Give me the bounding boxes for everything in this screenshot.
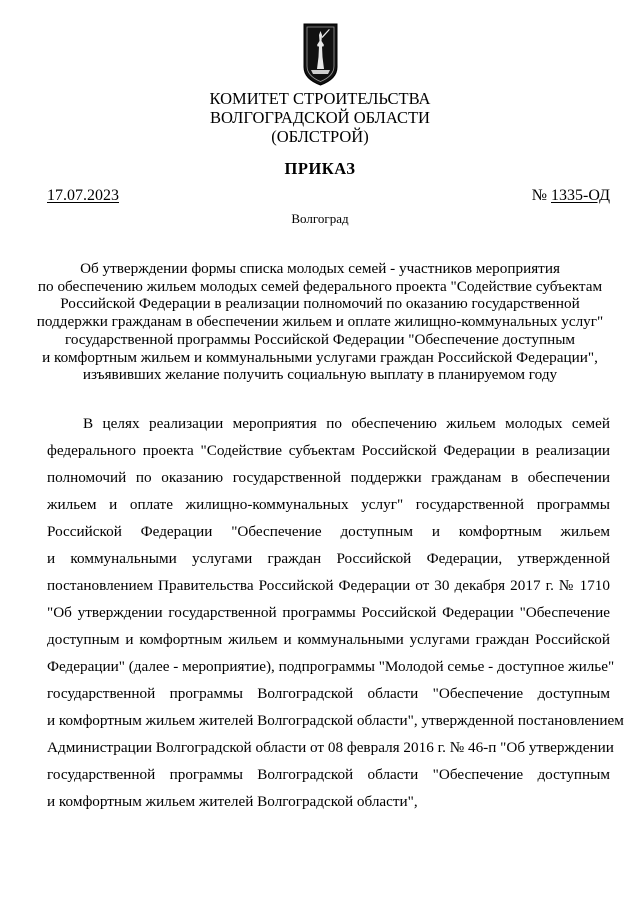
org-line: ВОЛГОГРАДСКОЙ ОБЛАСТИ	[210, 108, 430, 127]
subject-line: изъявивших желание получить социальную выплату в планируемом году	[82, 366, 558, 384]
subject-line: Российской Федерации в реализации полномочий по оказанию государственной	[60, 295, 580, 313]
document-number	[532, 187, 610, 205]
body-line: и комфортным жильем жителей Волгоградской области",	[47, 793, 418, 810]
number-value: 1335-ОД	[551, 187, 610, 204]
body-line: жильем и оплате жилищно-коммунальных услуг" государственной программы	[47, 496, 610, 513]
body-line: полномочий по оказанию государственной поддержки гражданам в обеспечении	[47, 469, 610, 486]
body-line: постановлением Правительства Российской Федерации от 30 декабря 2017 г. № 1710	[47, 577, 610, 594]
number-sign: №	[531, 187, 547, 204]
body-line: доступным и комфортным жильем и коммунальными услугами граждан Российской	[47, 631, 610, 648]
organization-name	[0, 89, 640, 146]
subject-line: по обеспечению жильем молодых семей федерального проекта "Содействие субъектам	[37, 277, 603, 295]
subject-line: поддержки гражданам в обеспечении жильем и оплате жилищно-коммунальных услуг"	[36, 313, 604, 331]
body-line: "Об утверждении государственной программы Российской Федерации "Обеспечение	[47, 604, 610, 621]
city-name: Волгоград	[291, 211, 349, 226]
body-paragraph	[47, 410, 624, 815]
body-line: государственной программы Волгоградской области "Обеспечение доступным	[47, 685, 610, 702]
org-line: КОМИТЕТ СТРОИТЕЛЬСТВА	[209, 89, 431, 108]
body-line: Федерации" (далее - мероприятие), подпрограммы "Молодой семье - доступное жилье"	[47, 658, 615, 675]
body-line: Российской Федерации "Обеспечение доступным и комфортным жильем	[47, 523, 610, 540]
body-line: Администрации Волгоградской области от 08 февраля 2016 г. № 46-п "Об утверждении	[47, 739, 614, 756]
body-line: и коммунальными услугами граждан Российской Федерации, утвержденной	[47, 550, 610, 567]
coat-of-arms-emblem	[303, 23, 338, 86]
subject-line: Об утверждении формы списка молодых семей - участников мероприятия	[80, 260, 560, 277]
document-type: ПРИКАЗ	[284, 159, 356, 178]
body-line: В целях реализации мероприятия по обеспечению жильем молодых семей	[83, 415, 610, 432]
org-line: (ОБЛСТРОЙ)	[271, 127, 369, 146]
subject-line: государственной программы Российской Федерации "Обеспечение доступным	[64, 330, 576, 348]
document-subject	[0, 260, 640, 384]
body-line: и комфортным жильем жителей Волгоградской области", утвержденной постановлением	[47, 712, 624, 729]
document-date: 17.07.2023	[47, 187, 119, 204]
subject-line: и комфортным жильем и коммунальными услугами граждан Российской Федерации",	[42, 348, 598, 366]
body-line: федерального проекта "Содействие субъектам Российской Федерации в реализации	[47, 442, 610, 459]
body-line: государственной программы Волгоградской области "Обеспечение доступным	[47, 766, 610, 783]
